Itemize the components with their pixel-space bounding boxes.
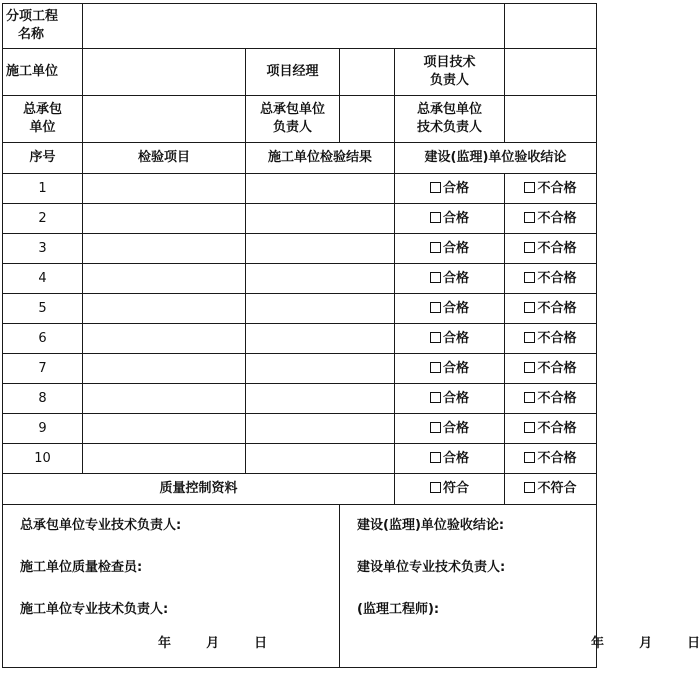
quality-control-row	[3, 474, 597, 505]
contractor-row	[3, 49, 597, 96]
pass-checkbox-cell[interactable]: 合格	[395, 384, 505, 414]
row-result-field[interactable]	[246, 384, 395, 414]
checkbox-icon[interactable]	[524, 332, 535, 343]
general-contractor-value-field[interactable]	[83, 96, 246, 143]
checkbox-icon[interactable]	[430, 482, 441, 493]
row-result-field[interactable]	[246, 444, 395, 474]
project-manager-label: 项目经理	[246, 49, 340, 96]
fail-checkbox-cell[interactable]: 不合格	[505, 324, 597, 354]
nonconform-checkbox-cell[interactable]: 不符合	[505, 474, 597, 505]
row-result-field[interactable]	[246, 174, 395, 204]
gc-tech-lead-label: 总承包单位 技术负责人	[395, 96, 505, 143]
contractor-label: 施工单位	[3, 49, 83, 96]
row-result-field[interactable]	[246, 324, 395, 354]
fail-checkbox-cell[interactable]: 不合格	[505, 294, 597, 324]
supervising-engineer-signature-label: (监理工程师):	[357, 602, 440, 617]
gc-lead-value-field[interactable]	[340, 96, 395, 143]
row-result-field[interactable]	[246, 354, 395, 384]
column-header-seq: 序号	[3, 143, 83, 174]
checkbox-icon[interactable]	[524, 392, 535, 403]
pass-checkbox-cell[interactable]: 合格	[395, 204, 505, 234]
fail-checkbox-cell[interactable]: 不合格	[505, 354, 597, 384]
table-row	[3, 204, 597, 234]
pass-checkbox-cell[interactable]: 合格	[395, 354, 505, 384]
table-row	[3, 384, 597, 414]
table-row	[3, 414, 597, 444]
fail-checkbox-cell[interactable]: 不合格	[505, 444, 597, 474]
table-row	[3, 174, 597, 204]
fail-checkbox-cell[interactable]: 不合格	[505, 264, 597, 294]
day-label: 日	[687, 636, 700, 651]
subproject-label: 分项工程 名称	[3, 4, 83, 49]
general-contractor-row	[3, 96, 597, 143]
table-row	[3, 324, 597, 354]
checkbox-icon[interactable]	[524, 182, 535, 193]
row-item-field[interactable]	[83, 384, 246, 414]
row-seq: 9	[3, 414, 83, 444]
row-seq: 3	[3, 234, 83, 264]
checkbox-icon[interactable]	[430, 212, 441, 223]
contractor-value-field[interactable]	[83, 49, 246, 96]
checkbox-icon[interactable]	[524, 272, 535, 283]
fail-checkbox-cell[interactable]: 不合格	[505, 174, 597, 204]
row-result-field[interactable]	[246, 234, 395, 264]
row-result-field[interactable]	[246, 294, 395, 324]
pass-checkbox-cell[interactable]: 合格	[395, 174, 505, 204]
subproject-extra-field[interactable]	[505, 4, 597, 49]
gc-tech-lead-signature-label: 总承包单位专业技术负责人:	[20, 518, 182, 533]
checkbox-icon[interactable]	[524, 452, 535, 463]
row-item-field[interactable]	[83, 234, 246, 264]
month-label: 月	[639, 636, 653, 651]
table-row	[3, 234, 597, 264]
fail-checkbox-cell[interactable]: 不合格	[505, 414, 597, 444]
left-date-line	[158, 635, 267, 653]
gc-tech-lead-value-field[interactable]	[505, 96, 597, 143]
column-header-row	[3, 143, 597, 174]
column-header-conclusion: 建设(监理)单位验收结论	[395, 143, 597, 174]
subproject-row	[3, 4, 597, 49]
row-seq: 1	[3, 174, 83, 204]
row-item-field[interactable]	[83, 414, 246, 444]
gc-lead-label: 总承包单位 负责人	[246, 96, 340, 143]
row-seq: 10	[3, 444, 83, 474]
signature-row	[3, 505, 597, 668]
conform-checkbox-cell[interactable]: 符合	[395, 474, 505, 505]
pass-checkbox-cell[interactable]: 合格	[395, 264, 505, 294]
fail-checkbox-cell[interactable]: 不合格	[505, 234, 597, 264]
row-item-field[interactable]	[83, 264, 246, 294]
table-row	[3, 444, 597, 474]
row-seq: 6	[3, 324, 83, 354]
inspection-form-table	[2, 3, 700, 668]
row-result-field[interactable]	[246, 264, 395, 294]
row-item-field[interactable]	[83, 354, 246, 384]
month-label: 月	[206, 636, 220, 651]
checkbox-icon[interactable]	[524, 242, 535, 253]
checkbox-icon[interactable]	[430, 362, 441, 373]
table-row	[3, 294, 597, 324]
checkbox-icon[interactable]	[430, 302, 441, 313]
checkbox-icon[interactable]	[430, 182, 441, 193]
checkbox-icon[interactable]	[524, 422, 535, 433]
checkbox-icon[interactable]	[430, 392, 441, 403]
owner-conclusion-label: 建设(监理)单位验收结论:	[357, 518, 505, 533]
checkbox-icon[interactable]	[524, 362, 535, 373]
row-item-field[interactable]	[83, 294, 246, 324]
row-item-field[interactable]	[83, 444, 246, 474]
tech-lead-label: 项目技术 负责人	[395, 49, 505, 96]
checkbox-icon[interactable]	[524, 482, 535, 493]
checkbox-icon[interactable]	[430, 452, 441, 463]
row-result-field[interactable]	[246, 414, 395, 444]
checkbox-icon[interactable]	[524, 302, 535, 313]
left-signature-cell[interactable]	[3, 505, 340, 668]
row-item-field[interactable]	[83, 174, 246, 204]
row-seq: 8	[3, 384, 83, 414]
contractor-tech-lead-signature-label: 施工单位专业技术负责人:	[20, 602, 169, 617]
quality-control-label: 质量控制资料	[3, 474, 395, 505]
subproject-value-field[interactable]	[83, 4, 505, 49]
row-seq: 4	[3, 264, 83, 294]
pass-checkbox-cell[interactable]: 合格	[395, 324, 505, 354]
fail-checkbox-cell[interactable]: 不合格	[505, 384, 597, 414]
right-signature-cell[interactable]	[340, 505, 700, 668]
project-manager-value-field[interactable]	[340, 49, 395, 96]
checkbox-icon[interactable]	[430, 332, 441, 343]
row-seq: 5	[3, 294, 83, 324]
pass-checkbox-cell[interactable]: 合格	[395, 414, 505, 444]
row-item-field[interactable]	[83, 324, 246, 354]
column-header-result: 施工单位检验结果	[246, 143, 395, 174]
checkbox-icon[interactable]	[430, 422, 441, 433]
pass-checkbox-cell[interactable]: 合格	[395, 294, 505, 324]
right-date-line	[591, 635, 700, 653]
row-seq: 2	[3, 204, 83, 234]
column-header-item: 检验项目	[83, 143, 246, 174]
table-row	[3, 354, 597, 384]
day-label: 日	[254, 636, 268, 651]
table-row	[3, 264, 597, 294]
year-label: 年	[158, 636, 172, 651]
qc-inspector-signature-label: 施工单位质量检查员:	[20, 560, 143, 575]
checkbox-icon[interactable]	[430, 272, 441, 283]
owner-tech-lead-signature-label: 建设单位专业技术负责人:	[357, 560, 506, 575]
year-label: 年	[591, 636, 605, 651]
fail-checkbox-cell[interactable]: 不合格	[505, 204, 597, 234]
pass-checkbox-cell[interactable]: 合格	[395, 234, 505, 264]
row-seq: 7	[3, 354, 83, 384]
row-result-field[interactable]	[246, 204, 395, 234]
pass-checkbox-cell[interactable]: 合格	[395, 444, 505, 474]
row-item-field[interactable]	[83, 204, 246, 234]
tech-lead-value-field[interactable]	[505, 49, 597, 96]
checkbox-icon[interactable]	[430, 242, 441, 253]
general-contractor-label: 总承包 单位	[3, 96, 83, 143]
checkbox-icon[interactable]	[524, 212, 535, 223]
